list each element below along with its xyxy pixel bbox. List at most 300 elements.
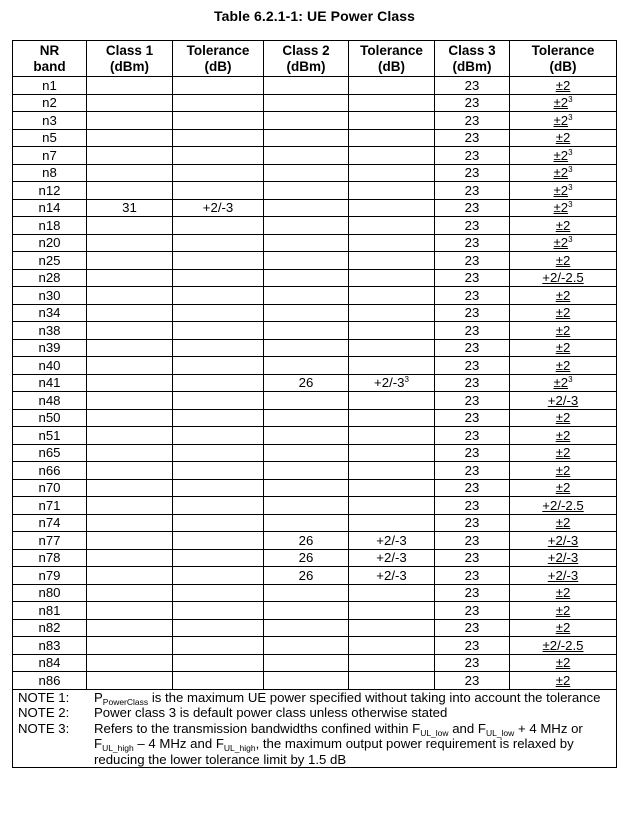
class-1-tolerance-cell [173, 182, 264, 200]
class-3-tolerance-cell [510, 252, 617, 270]
class-1-tolerance-cell [173, 427, 264, 445]
class-3-cell [435, 199, 510, 217]
class-2-cell [264, 339, 349, 357]
band-cell [13, 567, 87, 585]
footnote-ref: 3 [568, 200, 573, 210]
cell-value: 23 [464, 340, 480, 356]
cell-value: ±2 [555, 322, 571, 338]
class-3-tolerance-cell [510, 654, 617, 672]
column-header-class-3-dbm [435, 41, 510, 77]
cell-value: n65 [38, 445, 61, 461]
cell-value: n82 [38, 620, 61, 636]
band-cell [13, 94, 87, 112]
class-2-cell [264, 112, 349, 130]
class-2-tolerance-cell [349, 182, 435, 200]
band-cell [13, 112, 87, 130]
class-1-tolerance-cell [173, 164, 264, 182]
band-cell [13, 392, 87, 410]
cell-value: 23 [464, 620, 480, 636]
class-1-cell [87, 409, 173, 427]
table-row [13, 584, 617, 602]
class-3-tolerance-cell [510, 637, 617, 655]
cell-value: ±2 [553, 165, 569, 181]
class-1-cell [87, 129, 173, 147]
class-2-cell [264, 357, 349, 375]
cell-value: ±2 [555, 655, 571, 671]
class-3-cell [435, 532, 510, 550]
class-2-cell [264, 637, 349, 655]
footnote-ref: 3 [404, 375, 409, 385]
column-header-line: (dB) [378, 58, 405, 74]
class-2-tolerance-cell [349, 427, 435, 445]
class-1-cell [87, 94, 173, 112]
footnote-ref: 3 [568, 235, 573, 245]
class-2-tolerance-cell [349, 129, 435, 147]
table-body [13, 77, 617, 768]
table-row [13, 392, 617, 410]
column-header-line: Tolerance [360, 42, 423, 58]
cell-value: n7 [42, 147, 57, 163]
cell-value: 23 [464, 112, 480, 128]
cell-value: n41 [38, 375, 61, 391]
class-2-cell [264, 462, 349, 480]
cell-value: n34 [38, 305, 61, 321]
column-header-line: (dB) [549, 58, 577, 74]
table-row [13, 164, 617, 182]
band-cell [13, 479, 87, 497]
class-3-cell [435, 549, 510, 567]
class-2-cell [264, 602, 349, 620]
class-3-cell [435, 409, 510, 427]
band-cell [13, 409, 87, 427]
class-2-cell [264, 427, 349, 445]
cell-value: 23 [464, 147, 480, 163]
class-3-tolerance-cell [510, 409, 617, 427]
class-3-tolerance-cell [510, 374, 617, 392]
column-header-class-1-tolerance [173, 41, 264, 77]
class-1-tolerance-cell [173, 269, 264, 287]
cell-value: 23 [464, 585, 480, 601]
class-3-tolerance-cell [510, 497, 617, 515]
column-header-line: (dBm) [286, 58, 326, 74]
band-cell [13, 444, 87, 462]
band-cell [13, 147, 87, 165]
cell-value: 23 [464, 270, 480, 286]
class-2-tolerance-cell [349, 672, 435, 690]
band-cell [13, 199, 87, 217]
class-2-cell [264, 199, 349, 217]
class-1-cell [87, 514, 173, 532]
class-1-cell [87, 427, 173, 445]
class-1-cell [87, 112, 173, 130]
band-cell [13, 549, 87, 567]
cell-value: n1 [42, 77, 57, 93]
cell-value: 23 [464, 165, 480, 181]
class-2-tolerance-cell [349, 269, 435, 287]
class-3-cell [435, 584, 510, 602]
class-1-cell [87, 479, 173, 497]
cell-value: +2/-3 [376, 532, 407, 548]
cell-value: 23 [464, 655, 480, 671]
class-3-cell [435, 392, 510, 410]
cell-value: ±2 [553, 235, 569, 251]
cell-value: ±2 [555, 287, 571, 303]
class-2-cell [264, 322, 349, 340]
cell-value: 26 [298, 375, 314, 391]
class-2-tolerance-cell [349, 164, 435, 182]
cell-value: n66 [38, 462, 61, 478]
table-row [13, 269, 617, 287]
band-cell [13, 182, 87, 200]
class-1-tolerance-cell [173, 444, 264, 462]
class-3-tolerance-cell [510, 427, 617, 445]
class-1-tolerance-cell [173, 77, 264, 95]
class-3-tolerance-cell [510, 444, 617, 462]
cell-value: +2/-2.5 [542, 497, 584, 513]
class-2-tolerance-cell [349, 339, 435, 357]
cell-value: n84 [38, 655, 61, 671]
class-3-tolerance-cell [510, 129, 617, 147]
class-2-cell [264, 374, 349, 392]
cell-value: n78 [38, 550, 61, 566]
class-2-cell [264, 182, 349, 200]
band-cell [13, 77, 87, 95]
class-1-tolerance-cell [173, 339, 264, 357]
class-2-tolerance-cell [349, 479, 435, 497]
class-1-tolerance-cell [173, 147, 264, 165]
class-3-tolerance-cell [510, 392, 617, 410]
cell-value: n14 [38, 200, 61, 216]
class-3-tolerance-cell [510, 164, 617, 182]
table-row [13, 479, 617, 497]
class-2-tolerance-cell [349, 304, 435, 322]
band-cell [13, 374, 87, 392]
note-text-run: P [94, 689, 103, 705]
class-3-cell [435, 654, 510, 672]
class-2-cell [264, 269, 349, 287]
cell-value: ±2 [555, 340, 571, 356]
cell-value: n2 [42, 95, 57, 111]
class-1-tolerance-cell [173, 549, 264, 567]
band-cell [13, 584, 87, 602]
cell-value: ±2 [555, 480, 571, 496]
footnote-ref: 3 [568, 112, 573, 122]
class-3-tolerance-cell [510, 199, 617, 217]
class-1-cell [87, 637, 173, 655]
class-1-tolerance-cell [173, 637, 264, 655]
class-3-tolerance-cell [510, 532, 617, 550]
table-row [13, 339, 617, 357]
column-header-line: Tolerance [186, 42, 250, 58]
table-row [13, 514, 617, 532]
cell-value: n51 [38, 427, 61, 443]
class-3-tolerance-cell [510, 619, 617, 637]
cell-value: +2/-3 [376, 567, 407, 583]
class-3-cell [435, 234, 510, 252]
class-1-tolerance-cell [173, 357, 264, 375]
class-3-cell [435, 479, 510, 497]
class-3-tolerance-cell [510, 94, 617, 112]
class-3-cell [435, 602, 510, 620]
class-3-tolerance-cell [510, 269, 617, 287]
band-cell [13, 532, 87, 550]
cell-value: ±2 [555, 130, 571, 146]
class-1-cell [87, 567, 173, 585]
class-1-tolerance-cell [173, 567, 264, 585]
table-row [13, 619, 617, 637]
class-1-cell [87, 654, 173, 672]
column-header-line: (dBm) [452, 58, 492, 74]
table-row [13, 199, 617, 217]
cell-value: +2/-3 [202, 200, 234, 216]
class-1-cell [87, 672, 173, 690]
note-text-run: and F [448, 720, 486, 736]
note-text-run: – 4 MHz and F [133, 736, 224, 751]
note-text [94, 690, 612, 706]
cell-value: ±2 [553, 182, 569, 198]
cell-value: +2/-3 [547, 567, 579, 583]
table-row [13, 374, 617, 392]
class-2-cell [264, 532, 349, 550]
class-1-tolerance-cell [173, 497, 264, 515]
class-3-cell [435, 444, 510, 462]
class-1-tolerance-cell [173, 252, 264, 270]
class-1-cell [87, 357, 173, 375]
note-content [18, 705, 612, 721]
cell-value: 23 [464, 497, 480, 513]
column-header-line: (dB) [204, 58, 232, 74]
class-2-tolerance-cell [349, 619, 435, 637]
cell-value: +2/-3 [547, 392, 579, 408]
class-3-cell [435, 112, 510, 130]
cell-value: 23 [464, 375, 480, 391]
class-2-tolerance-cell [349, 322, 435, 340]
class-3-cell [435, 567, 510, 585]
note-label: NOTE 2: [18, 705, 70, 720]
class-2-tolerance-cell [349, 112, 435, 130]
class-1-tolerance-cell [173, 322, 264, 340]
note-text-run: Power class 3 is default power class unless otherwise stated [94, 705, 448, 720]
cell-value: ±2 [555, 445, 571, 461]
cell-value: ±2 [555, 427, 571, 443]
class-2-cell [264, 252, 349, 270]
cell-value: n50 [38, 410, 61, 426]
class-3-tolerance-cell [510, 182, 617, 200]
note-cell [13, 689, 617, 705]
band-cell [13, 602, 87, 620]
cell-value: n25 [38, 252, 61, 268]
column-header-class-1-dbm [87, 41, 173, 77]
class-3-cell [435, 357, 510, 375]
note-text-run: + 4 MHz or F [94, 720, 583, 751]
table-row [13, 94, 617, 112]
band-cell [13, 217, 87, 235]
class-1-tolerance-cell [173, 479, 264, 497]
table-row [13, 112, 617, 130]
class-1-tolerance-cell [173, 304, 264, 322]
column-header-line: NR [39, 42, 60, 58]
class-2-tolerance-cell [349, 287, 435, 305]
cell-value: n70 [38, 480, 61, 496]
class-3-tolerance-cell [510, 357, 617, 375]
class-2-tolerance-cell [349, 462, 435, 480]
class-2-cell [264, 77, 349, 95]
band-cell [13, 129, 87, 147]
class-1-cell [87, 392, 173, 410]
class-3-tolerance-cell [510, 322, 617, 340]
band-cell [13, 514, 87, 532]
cell-value: ±2/-2.5 [542, 637, 584, 653]
note-content [18, 690, 612, 706]
class-3-cell [435, 462, 510, 480]
class-3-tolerance-cell [510, 77, 617, 95]
class-3-cell [435, 252, 510, 270]
class-3-tolerance-cell [510, 602, 617, 620]
class-1-cell [87, 584, 173, 602]
column-header-line: Class 2 [282, 42, 330, 58]
class-3-cell [435, 77, 510, 95]
cell-value: n79 [38, 567, 61, 583]
cell-value: 23 [464, 445, 480, 461]
class-1-tolerance-cell [173, 584, 264, 602]
power-class-table-container [12, 40, 616, 768]
class-3-cell [435, 147, 510, 165]
class-3-cell [435, 269, 510, 287]
class-2-tolerance-cell [349, 392, 435, 410]
cell-value: ±2 [555, 602, 571, 618]
class-2-cell [264, 514, 349, 532]
band-cell [13, 269, 87, 287]
table-row [13, 462, 617, 480]
cell-value: 23 [464, 305, 480, 321]
note-row [13, 689, 617, 705]
class-2-cell [264, 409, 349, 427]
class-3-cell [435, 287, 510, 305]
class-2-cell [264, 672, 349, 690]
table-row [13, 602, 617, 620]
cell-value: 23 [464, 550, 480, 566]
class-2-tolerance-cell [349, 252, 435, 270]
note-text-run: is the maximum UE power specified without taking into account the tolerance [148, 689, 601, 705]
class-3-cell [435, 514, 510, 532]
class-2-cell [264, 234, 349, 252]
column-header-class-3-tolerance [510, 41, 617, 77]
band-cell [13, 357, 87, 375]
class-1-cell [87, 532, 173, 550]
class-2-tolerance-cell [349, 77, 435, 95]
table-row [13, 567, 617, 585]
class-1-cell [87, 269, 173, 287]
note-text-run: , the maximum output power requirement is relaxed by reducing the lower tolerance limit by 1.5 dB [94, 736, 574, 767]
band-cell [13, 252, 87, 270]
class-2-tolerance-cell [349, 514, 435, 532]
class-1-tolerance-cell [173, 672, 264, 690]
note-text [94, 705, 612, 721]
class-1-tolerance-cell [173, 94, 264, 112]
note-subscript: UL_low [485, 727, 515, 738]
class-2-cell [264, 287, 349, 305]
cell-value: n80 [38, 585, 61, 601]
class-2-tolerance-cell [349, 94, 435, 112]
cell-value: n81 [38, 602, 61, 618]
class-1-cell [87, 199, 173, 217]
cell-value: 23 [464, 217, 480, 233]
cell-value: ±2 [553, 95, 569, 111]
class-3-tolerance-cell [510, 584, 617, 602]
class-3-cell [435, 322, 510, 340]
class-3-cell [435, 164, 510, 182]
class-2-tolerance-cell [349, 357, 435, 375]
cell-value: ±2 [553, 200, 569, 216]
class-3-cell [435, 374, 510, 392]
cell-value: 23 [464, 462, 480, 478]
class-3-tolerance-cell [510, 567, 617, 585]
class-2-cell [264, 584, 349, 602]
class-1-tolerance-cell [173, 532, 264, 550]
cell-value: 23 [464, 602, 480, 618]
class-1-cell [87, 77, 173, 95]
table-row [13, 549, 617, 567]
band-cell [13, 654, 87, 672]
cell-value: ±2 [555, 217, 571, 233]
cell-value: 23 [464, 130, 480, 146]
band-cell [13, 322, 87, 340]
table-row [13, 637, 617, 655]
note-subscript: UL_high [102, 743, 134, 753]
class-1-tolerance-cell [173, 129, 264, 147]
cell-value: ±2 [555, 672, 571, 688]
cell-value: n40 [38, 357, 61, 373]
class-2-tolerance-cell [349, 654, 435, 672]
class-3-tolerance-cell [510, 304, 617, 322]
cell-value: +2/-2.5 [542, 270, 584, 286]
class-2-cell [264, 129, 349, 147]
cell-value: ±2 [555, 410, 571, 426]
cell-value: n77 [38, 532, 61, 548]
class-2-tolerance-cell [349, 374, 435, 392]
class-1-cell [87, 497, 173, 515]
note-cell [13, 705, 617, 721]
class-3-tolerance-cell [510, 112, 617, 130]
band-cell [13, 619, 87, 637]
class-2-cell [264, 392, 349, 410]
cell-value: 23 [464, 427, 480, 443]
note-subscript: UL_high [223, 743, 256, 753]
class-2-cell [264, 304, 349, 322]
class-1-cell [87, 234, 173, 252]
cell-value: n8 [42, 165, 57, 181]
column-header-line: Class 3 [448, 42, 496, 58]
cell-value: 23 [464, 252, 480, 268]
cell-value: 23 [464, 322, 480, 338]
cell-value: ±2 [553, 147, 569, 163]
note-row [13, 705, 617, 721]
ue-power-class-table [12, 40, 617, 768]
cell-value: 23 [464, 200, 480, 216]
class-3-cell [435, 94, 510, 112]
cell-value: ±2 [555, 462, 571, 478]
table-header-row [13, 41, 617, 77]
cell-value: +2/-3 [547, 532, 579, 548]
column-header-nr-band [13, 41, 87, 77]
cell-value: 23 [464, 357, 480, 373]
cell-value: 23 [464, 532, 480, 548]
class-2-cell [264, 444, 349, 462]
band-cell [13, 462, 87, 480]
cell-value: ±2 [553, 112, 569, 128]
class-3-cell [435, 427, 510, 445]
class-1-cell [87, 444, 173, 462]
